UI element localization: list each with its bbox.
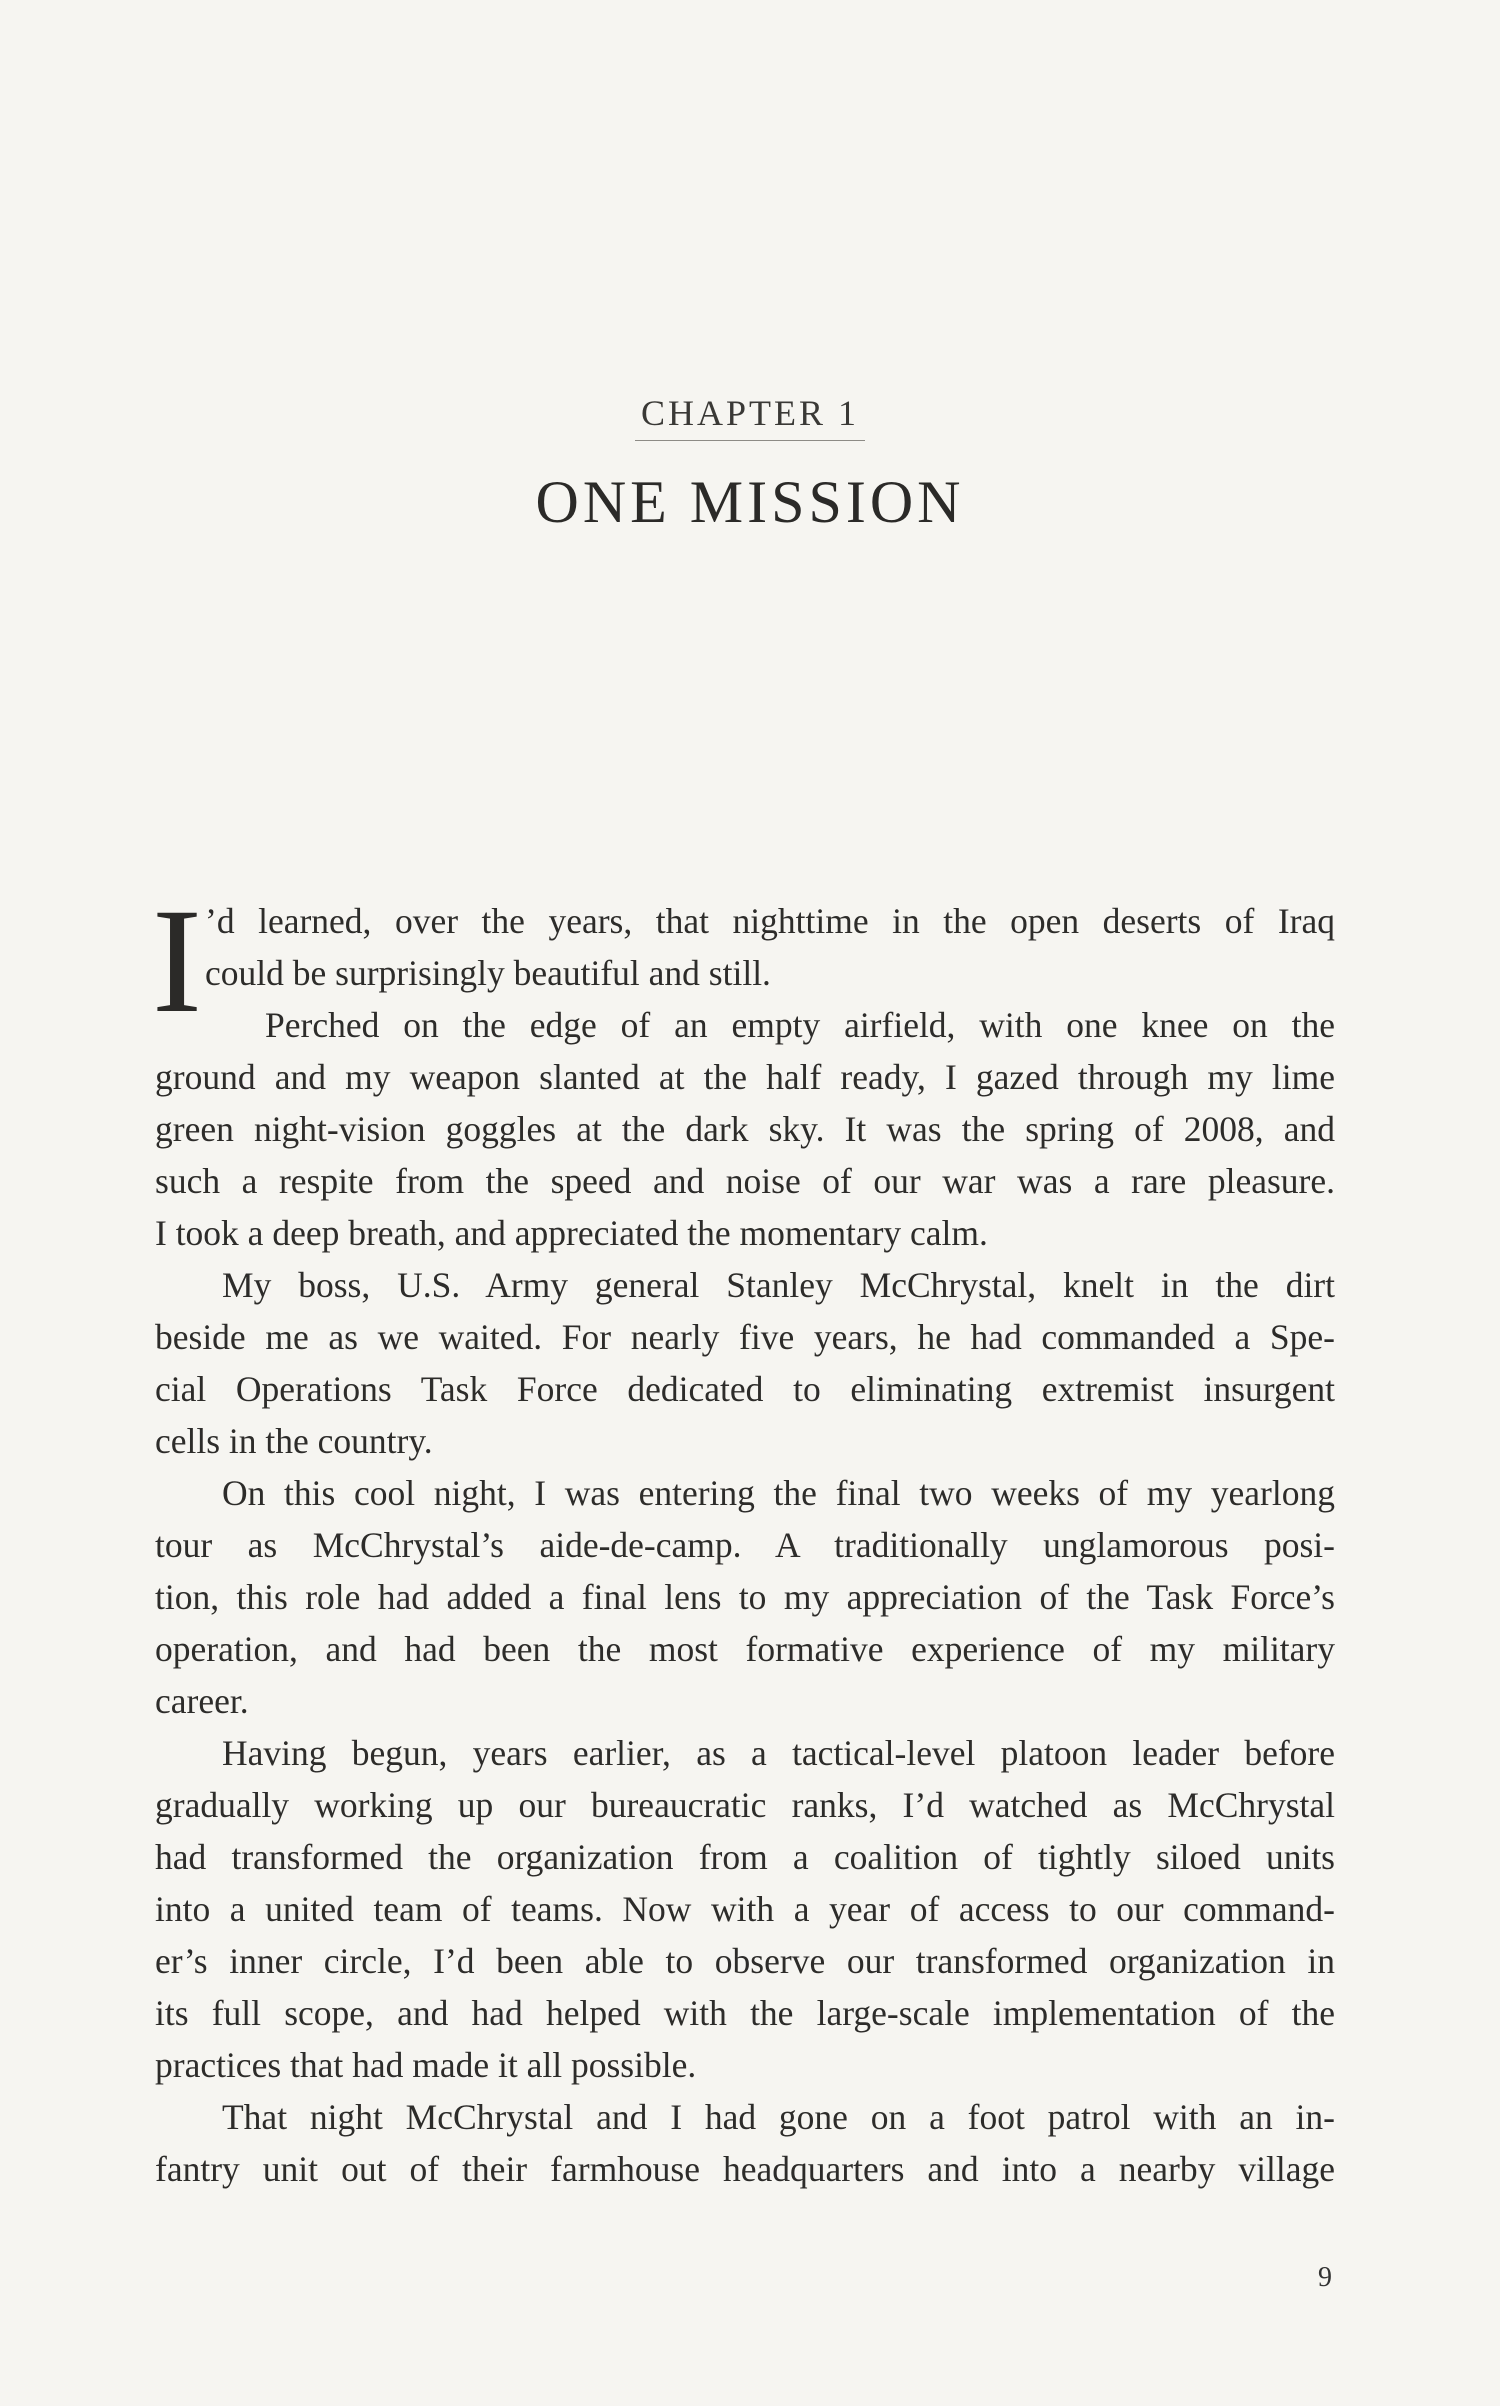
text-line: such a respite from the speed and noise of our war was a rare pleasure. (155, 1161, 1335, 1201)
page-number: 9 (1318, 2262, 1332, 2293)
chapter-label-text: CHAPTER 1 (635, 392, 865, 441)
text-line: practices that had made it all possible. (155, 2045, 697, 2085)
opening-paragraph-start (152, 878, 1335, 1051)
body-text (152, 878, 1335, 2195)
text-line: My boss, U.S. Army general Stanley McChrystal, knelt in the dirt (222, 1265, 1335, 1305)
text-line: green night-vision goggles at the dark sky. It was the spring of 2008, and (155, 1109, 1335, 1149)
text-line: Perched on the edge of an empty airfield, with one knee on the (265, 1005, 1335, 1045)
text-line: its full scope, and had helped with the large-scale implementation of the (155, 1993, 1335, 2033)
text-line: beside me as we waited. For nearly five years, he had commanded a Spe- (155, 1317, 1335, 1357)
drop-cap: I (152, 878, 202, 1044)
text-line: ’d learned, over the years, that nighttime in the open deserts of Iraq (205, 901, 1335, 941)
text-line: gradually working up our bureaucratic ranks, I’d watched as McChrystal (155, 1785, 1335, 1825)
chapter-title: ONE MISSION (535, 469, 965, 535)
text-line: cells in the country. (155, 1421, 433, 1461)
text-line: er’s inner circle, I’d been able to observe our transformed organization in (155, 1941, 1335, 1981)
text-line: cial Operations Task Force dedicated to eliminating extremist insurgent (155, 1369, 1335, 1409)
text-line: On this cool night, I was entering the final two weeks of my yearlong (222, 1473, 1335, 1513)
chapter-label (0, 392, 1500, 441)
text-line: could be surprisingly beautiful and still. (205, 953, 771, 993)
text-line: I took a deep breath, and appreciated the momentary calm. (155, 1213, 988, 1253)
text-line: operation, and had been the most formative experience of my military (155, 1629, 1335, 1669)
text-line: had transformed the organization from a coalition of tightly siloed units (155, 1837, 1335, 1877)
text-line: That night McChrystal and I had gone on a foot patrol with an in- (222, 2097, 1335, 2137)
text-line: tion, this role had added a final lens to my appreciation of the Task Force’s (155, 1577, 1335, 1617)
text-line: ground and my weapon slanted at the half ready, I gazed through my lime (155, 1057, 1335, 1097)
text-line: Having begun, years earlier, as a tactical-level platoon leader before (222, 1733, 1335, 1773)
text-line: tour as McChrystal’s aide-de-camp. A traditionally unglamorous posi- (155, 1525, 1335, 1565)
text-line: fantry unit out of their farmhouse headquarters and into a nearby village (155, 2149, 1335, 2189)
text-line: career. (155, 1681, 249, 1721)
text-line: into a united team of teams. Now with a year of access to our command- (155, 1889, 1335, 1929)
